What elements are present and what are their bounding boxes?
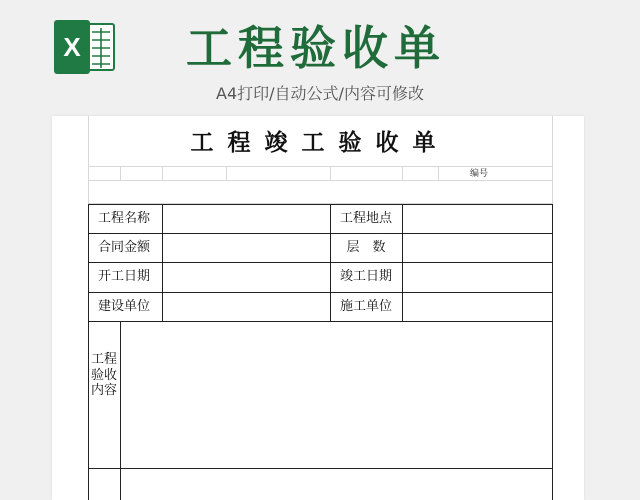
logo-letter: X [63, 32, 81, 62]
project-name-label: 工程名称 [98, 211, 151, 226]
construction-unit-label: 施工单位 [339, 299, 392, 314]
owner-unit-label: 建设单位 [98, 299, 151, 314]
banner-title: 工程验收单 [186, 21, 446, 75]
floors-label: 层 数 [346, 240, 386, 255]
banner-subtitle: A4打印/自动公式/内容可修改 [216, 84, 424, 103]
serial-number-label: 编号 [470, 169, 489, 179]
completion-date-label: 竣工日期 [339, 269, 392, 284]
start-date-label: 开工日期 [98, 269, 151, 284]
document-title: 工程竣工验收单 [190, 129, 450, 156]
excel-logo-icon [52, 18, 116, 76]
project-location-label: 工程地点 [339, 211, 392, 226]
contract-amount-label: 合同金额 [98, 240, 151, 255]
document-sheet [52, 116, 584, 500]
acceptance-content-label: 工程验收内容 [90, 352, 117, 398]
